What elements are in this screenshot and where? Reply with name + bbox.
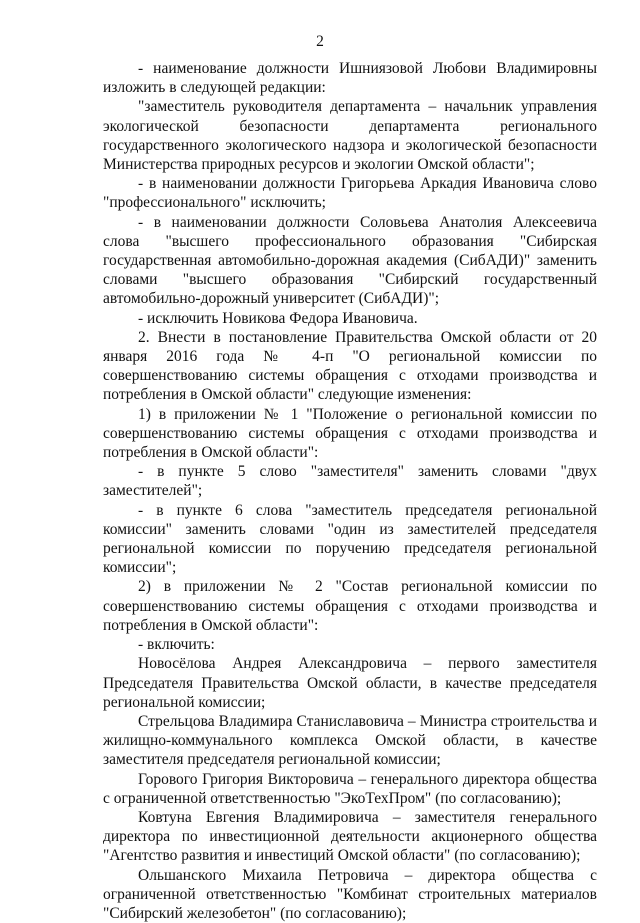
paragraph: Ковтуна Евгения Владимировича – заместителя генерального директора по инвестиционной деятельности акционерного общества "Агентство развития и инвестиций Омской области" (по согласованию);: [103, 808, 597, 865]
paragraph: 2. Внести в постановление Правительства Омской области от 20 января 2016 года № 4-п "О региональной комиссии по совершенствованию системы обращения с отходами производства и потребления в Омской области" следующие изменения:: [103, 328, 597, 404]
page-number: 2: [316, 33, 324, 50]
paragraph: - в пункте 6 слова "заместитель председателя региональной комиссии" заменить словами "один из заместителей председателя региональной комиссии по поручению председателя региональной комиссии";: [103, 501, 597, 577]
paragraph: Горового Григория Викторовича – генерального директора общества с ограниченной ответственностью "ЭкоТехПром" (по согласованию);: [103, 770, 597, 807]
paragraph: Стрельцова Владимира Станиславовича – Министра строительства и жилищно-коммунального комплекса Омской области, в качестве заместителя председателя региональной комиссии;: [103, 712, 597, 769]
paragraph: - наименование должности Ишниязовой Любови Владимировны изложить в следующей редакции:: [103, 60, 597, 97]
paragraph: - в пункте 5 слово "заместителя" заменить словами "двух заместителей";: [103, 463, 597, 500]
document-body: [103, 59, 597, 923]
paragraph: Ольшанского Михаила Петровича – директора общества с ограниченной ответственностью "Комбинат строительных материалов "Сибирский железобетон" (по согласованию);: [103, 866, 597, 922]
paragraph: - в наименовании должности Григорьева Аркадия Ивановича слово "профессионального" исключить;: [103, 175, 597, 212]
paragraph: - в наименовании должности Соловьева Анатолия Алексеевича слова "высшего профессионального образования "Сибирская государственная автомобильно-дорожная академия (СибАДИ)" заменить словами "высшего образования "Сибирский государственный автомобильно-дорожный университет (СибАДИ)";: [103, 213, 597, 308]
paragraph: 1) в приложении № 1 "Положение о региональной комиссии по совершенствованию системы обращения с отходами производства и потребления в Омской области":: [103, 405, 597, 462]
paragraph: Новосёлова Андрея Александровича – первого заместителя Председателя Правительства Омской области, в качестве председателя региональной комиссии;: [103, 655, 597, 711]
paragraph: - включить:: [138, 636, 215, 654]
paragraph: "заместитель руководителя департамента – начальник управления экологической безопасности департамента регионального государственного экологического надзора и экологической безопасности Министерства природных ресурсов и экологии Омской области";: [103, 98, 597, 174]
paragraph: 2) в приложении № 2 "Состав региональной комиссии по совершенствованию системы обращения с отходами производства и потребления в Омской области":: [103, 578, 597, 634]
paragraph: - исключить Новикова Федора Ивановича.: [138, 309, 418, 327]
